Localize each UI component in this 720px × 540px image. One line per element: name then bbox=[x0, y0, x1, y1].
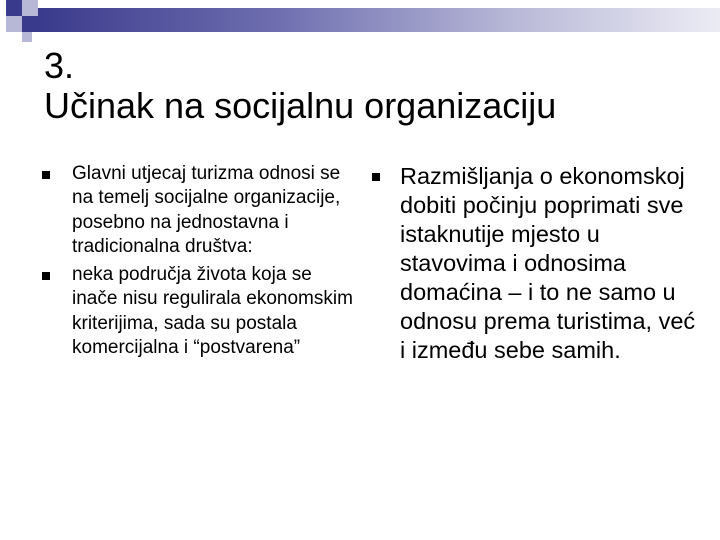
list-item bbox=[40, 263, 360, 360]
list-item-text: neka područja života koja se inače nisu regulirala ekonomskim kriterijima, sada su postala komercijalna i “postvarena” bbox=[72, 264, 353, 359]
list-item-text: Razmišljanja o ekonomskoj dobiti počinju poprimati sve istaknutije mjesto u stavovima i odnosima domaćina – i to ne samo u odnosu prema turistima, već i između sebe samih. bbox=[400, 163, 696, 363]
header-gradient-bar bbox=[38, 8, 720, 32]
slide-title-number: 3. bbox=[44, 45, 75, 86]
slide-title bbox=[44, 46, 684, 126]
decor-square bbox=[22, 16, 38, 32]
right-column bbox=[368, 162, 698, 365]
slide-title-text: Učinak na socijalnu organizaciju bbox=[44, 85, 557, 126]
left-bullet-list bbox=[40, 162, 360, 360]
left-column bbox=[40, 162, 360, 364]
square-bullet-icon bbox=[372, 173, 380, 181]
list-item-text: Glavni utjecaj turizma odnosi se na temelj socijalne organizacije, posebno na jednostavna i tradicionalna društva: bbox=[72, 163, 341, 257]
list-item bbox=[40, 162, 360, 259]
decor-square bbox=[6, 0, 22, 16]
right-bullet-list bbox=[368, 162, 698, 365]
decor-square bbox=[22, 0, 38, 16]
decor-square bbox=[6, 16, 22, 32]
square-bullet-icon bbox=[42, 171, 50, 179]
header-decoration bbox=[0, 0, 720, 46]
square-bullet-icon bbox=[42, 272, 50, 280]
decor-square bbox=[22, 32, 32, 42]
list-item bbox=[368, 162, 698, 365]
